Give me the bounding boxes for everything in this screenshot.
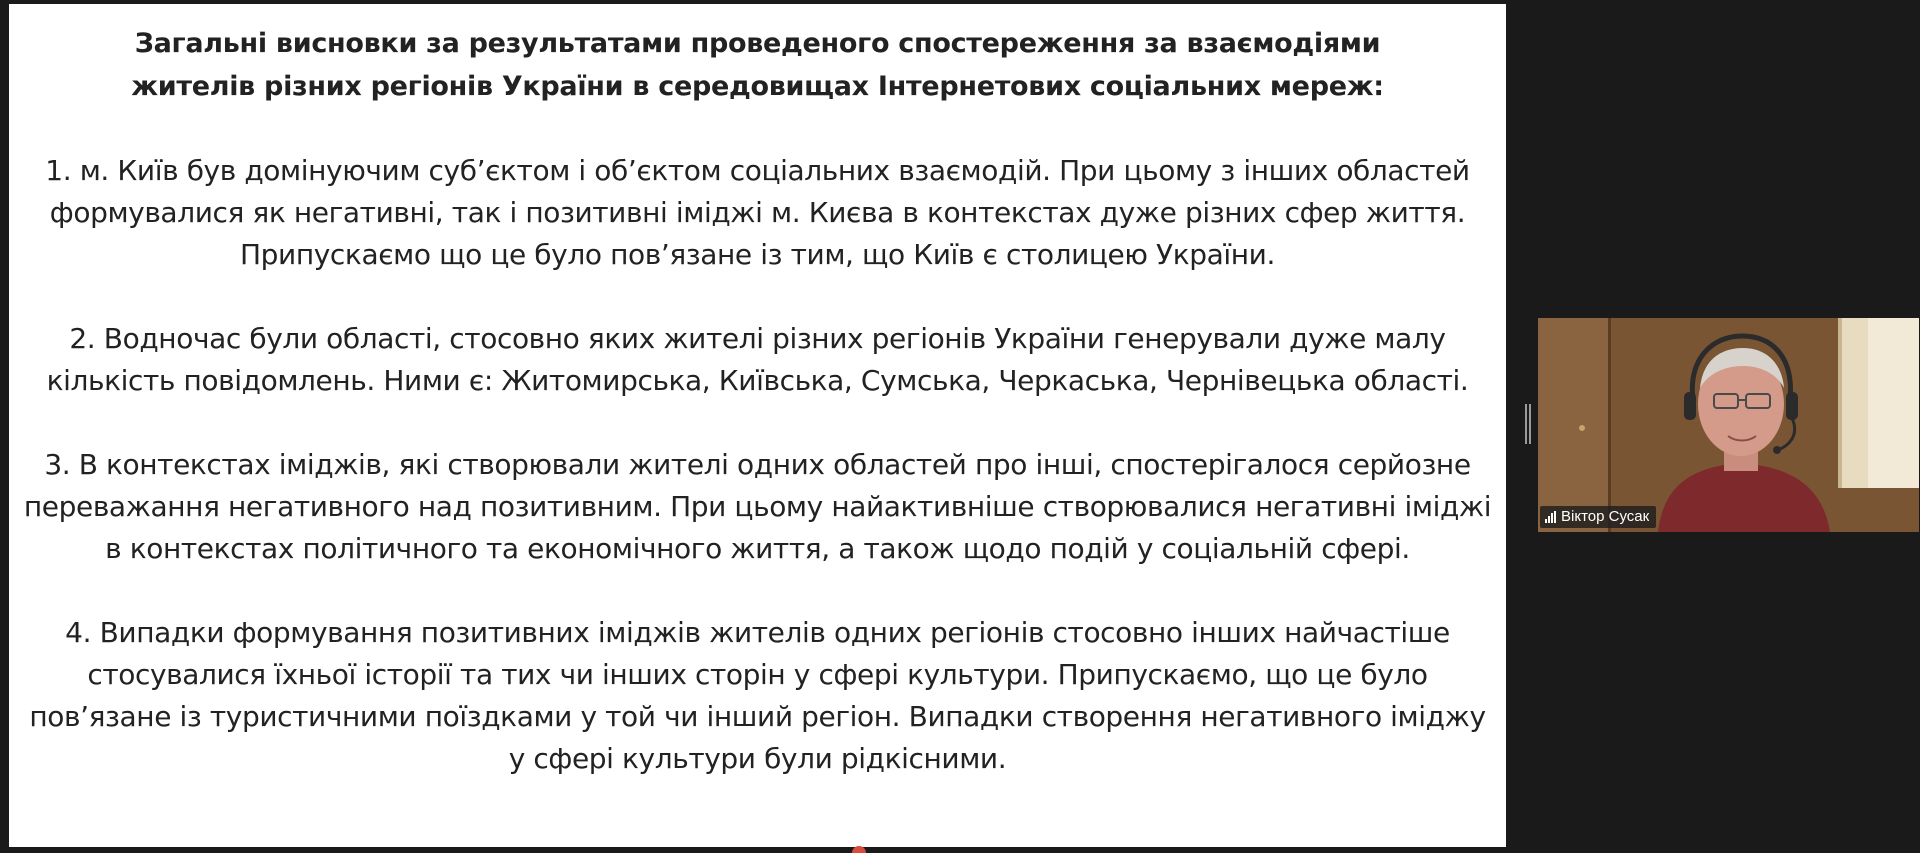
participant-video-tile[interactable] [1538, 318, 1919, 532]
conclusion-point-1: 1. м. Київ був домінуючим суб’єктом і об’єктом соціальних взаємодій. При цьому з інших областей формувалися як негативні, так і позитивні іміджі м. Києва в контекстах дуже різних сфер життя. Припускаємо що це було пов’язане із тим, що Київ є столицею України. [45, 154, 1470, 271]
conclusion-point-2: 2. Водночас були області, стосовно яких жителі різних регіонів України генерували дуже малу кількість повідомлень. Ними є: Житомирська, Київська, Сумська, Черкаська, Чернівецька області. [46, 322, 1469, 397]
signal-bars-icon [1545, 511, 1556, 523]
participant-video [1538, 318, 1919, 532]
participant-name-tag [1540, 506, 1656, 528]
conclusion-point-4: 4. Випадки формування позитивних іміджів жителів одних регіонів стосовно інших найчастіше стосувалися їхньої історії та тих чи інших сторін у сфері культури. Припускаємо, що це було пов’язане із туристичними поїздками у той чи інший регіон. Випадки створення негативного іміджу у сфері культури були рідкісними. [29, 616, 1486, 775]
participant-name: Віктор Сусак [1561, 508, 1650, 525]
shared-slide [9, 4, 1506, 847]
panel-splitter-handle[interactable] [1525, 404, 1531, 444]
conclusion-point-3: 3. В контекстах іміджів, які створювали жителі одних областей про інші, спостерігалося серйозне переважання негативного над позитивним. При цьому найактивніше створювалися негативні іміджі в контекстах політичного та економічного життя, а також щодо подій у соціальній сфері. [23, 448, 1492, 565]
pointer-indicator [852, 846, 866, 853]
slide-title: Загальні висновки за результатами проведеного спостереження за взаємодіями жителів різних регіонів України в середовищах Інтернетових соціальних мереж: [131, 28, 1384, 102]
